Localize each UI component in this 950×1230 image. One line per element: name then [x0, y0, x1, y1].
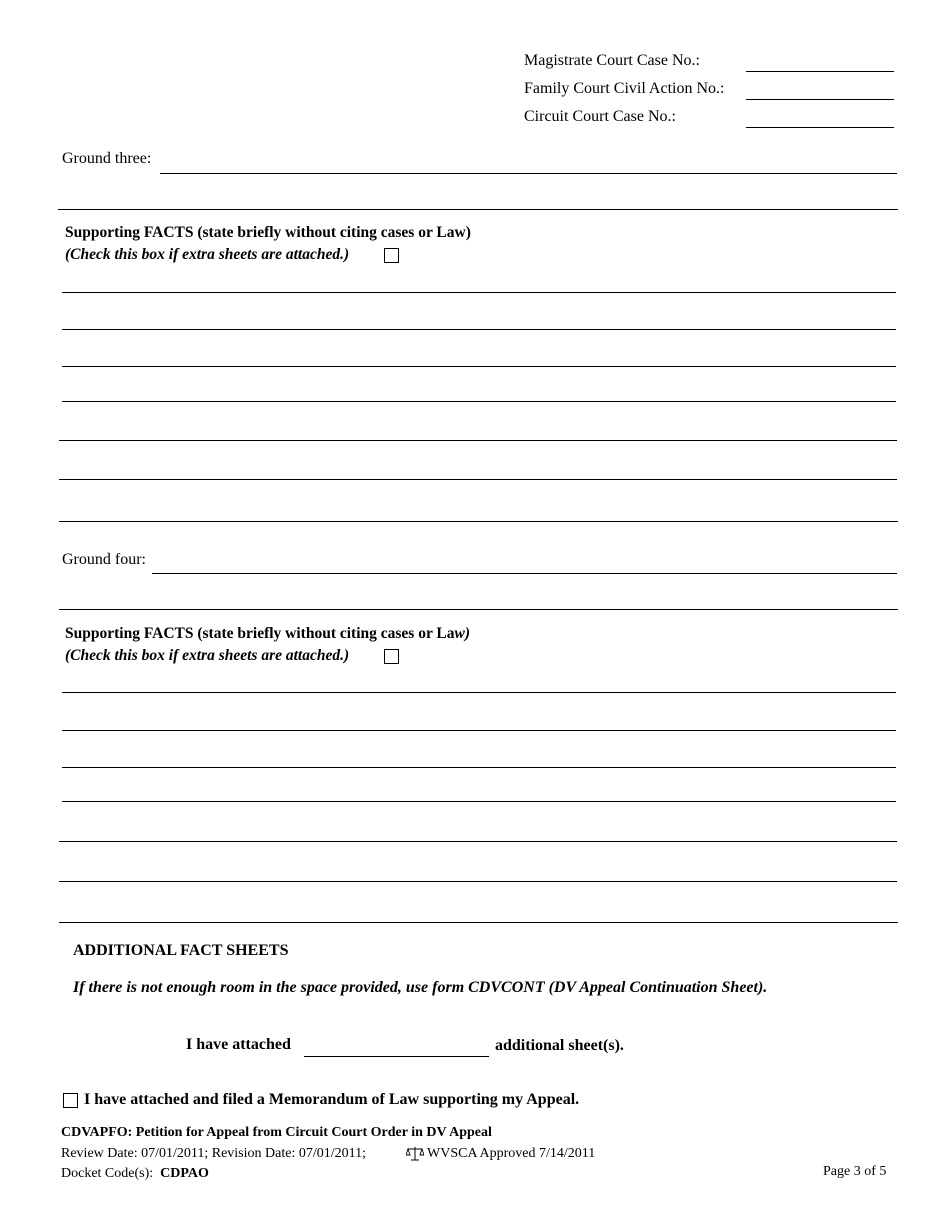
ground-four-facts-line[interactable]: [62, 801, 896, 802]
ground-three-facts-line[interactable]: [62, 366, 896, 367]
family-court-label: Family Court Civil Action No.:: [524, 80, 725, 97]
ground-three-check-label: (Check this box if extra sheets are attached.): [65, 246, 350, 263]
ground-three-facts-line[interactable]: [62, 292, 896, 293]
ground-four-facts-heading: [65, 625, 470, 643]
ground-four-facts-line[interactable]: [59, 922, 898, 923]
ground-four-label: Ground four:: [62, 551, 146, 568]
ground-three-divider: [58, 209, 898, 210]
circuit-court-line: [746, 127, 894, 128]
attached-prefix: I have attached: [186, 1036, 291, 1053]
ground-four-facts-line[interactable]: [59, 841, 897, 842]
ground-four-check-label: (Check this box if extra sheets are attached.): [65, 647, 350, 664]
docket-code-row: [61, 1166, 209, 1182]
ground-four-facts-heading-tail: w): [454, 625, 471, 642]
ground-four-facts-line[interactable]: [62, 767, 896, 768]
magistrate-case-label: Magistrate Court Case No.:: [524, 52, 700, 69]
memorandum-label: I have attached and filed a Memorandum of Law supporting my Appeal.: [84, 1091, 580, 1108]
docket-code: CDPAO: [160, 1166, 209, 1181]
ground-three-facts-line[interactable]: [59, 440, 897, 441]
memorandum-checkbox[interactable]: [63, 1093, 78, 1108]
page-number: Page 3 of 5: [823, 1164, 887, 1179]
approval-text: WVSCA Approved 7/14/2011: [427, 1146, 596, 1161]
magistrate-case-line: [746, 71, 894, 72]
additional-instruction: If there is not enough room in the space provided, use form CDVCONT (DV Appeal Continuation Sheet).: [73, 979, 768, 996]
ground-three-facts-line[interactable]: [59, 521, 898, 522]
ground-three-facts-line[interactable]: [59, 479, 897, 480]
ground-four-facts-line[interactable]: [62, 692, 896, 693]
ground-four-line: [152, 573, 897, 574]
scales-icon: [406, 1146, 424, 1162]
form-title: CDVAPFO: Petition for Appeal from Circuit Court Order in DV Appeal: [61, 1125, 492, 1140]
ground-four-extra-sheets-checkbox[interactable]: [384, 649, 399, 664]
ground-three-label: Ground three:: [62, 150, 152, 167]
family-court-line: [746, 99, 894, 100]
ground-three-facts-heading: Supporting FACTS (state briefly without citing cases or Law): [65, 224, 471, 241]
docket-label: Docket Code(s):: [61, 1166, 154, 1181]
attached-count-line: [304, 1056, 489, 1057]
ground-four-facts-line[interactable]: [59, 881, 897, 882]
ground-four-facts-line[interactable]: [62, 730, 896, 731]
form-dates: Review Date: 07/01/2011; Revision Date: 07/01/2011;: [61, 1146, 366, 1161]
ground-four-divider: [59, 609, 898, 610]
ground-three-line: [160, 173, 897, 174]
additional-fact-sheets-heading: ADDITIONAL FACT SHEETS: [73, 942, 289, 959]
circuit-court-label: Circuit Court Case No.:: [524, 108, 676, 125]
ground-three-facts-line[interactable]: [62, 401, 896, 402]
attached-suffix: additional sheet(s).: [495, 1037, 624, 1054]
ground-three-extra-sheets-checkbox[interactable]: [384, 248, 399, 263]
ground-four-facts-heading-main: Supporting FACTS (state briefly without citing cases or La: [65, 625, 455, 642]
ground-three-facts-line[interactable]: [62, 329, 896, 330]
